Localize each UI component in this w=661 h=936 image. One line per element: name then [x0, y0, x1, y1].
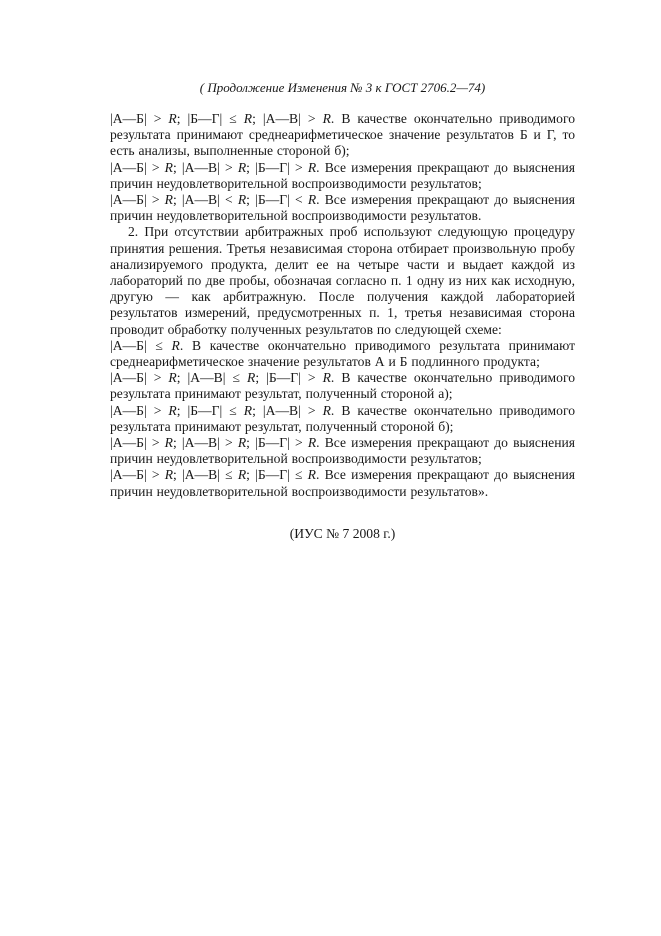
document-header-note: ( Продолжение Изменения № 3 к ГОСТ 2706.2—74) [199, 80, 486, 95]
document-body [110, 111, 575, 500]
paragraph: |А—Б| > R; |Б—Г| ≤ R; |А—В| > R. В качестве окончательно приводимого результата принимают среднеарифметическое значение результатов Б и Г, то есть анализы, выполненные стороной б); [110, 111, 575, 159]
paragraph: |А—Б| > R; |А—В| > R; |Б—Г| > R. Все измерения прекращают до выяснения причин неудовлетворительной воспроизводимости результатов; [110, 159, 576, 191]
paragraph: |А—Б| > R; |А—В| ≤ R; |Б—Г| ≤ R. Все измерения прекращают до выяснения причин неудовлетворительной воспроизводимости результатов». [110, 467, 576, 499]
paragraph: |А—Б| > R; |А—В| ≤ R; |Б—Г| > R. В качестве окончательно приводимого результата принимают результат, полученный стороной а); [110, 370, 575, 402]
paragraph: |А—Б| > R; |А—В| < R; |Б—Г| < R. Все измерения прекращают до выяснения причин неудовлетворительной воспроизводимости результатов. [110, 192, 576, 224]
paragraph: 2. При отсутствии арбитражных проб используют следующую процедуру принятия решения. Третья независимая сторона отбирает произвольную пробу анализируемого продукта, делит ее на четыре части и выдает каждой из лабораторий по две пробы, обозначая согласно п. 1 одну из них как исходную, другую — как арбитражную. После получения каждой лабораторией результатов измерений, предусмотренных п. 1, третья независимая сторона проводит обработку полученных результатов по следующей схеме: [110, 224, 575, 337]
paragraph: |А—Б| > R; |Б—Г| ≤ R; |А—В| > R. В качестве окончательно приводимого результата принимают результат, полученный стороной б); [110, 402, 575, 434]
paragraph: |А—Б| ≤ R. В качестве окончательно приводимого результата принимают среднеарифметическое значение результатов А и Б подлинного продукта; [110, 337, 576, 370]
document-footer-note: (ИУС № 7 2008 г.) [289, 525, 396, 541]
paragraph: |А—Б| > R; |А—В| > R; |Б—Г| > R. Все измерения прекращают до выяснения причин неудовлетворительной воспроизводимости результатов; [110, 435, 576, 467]
